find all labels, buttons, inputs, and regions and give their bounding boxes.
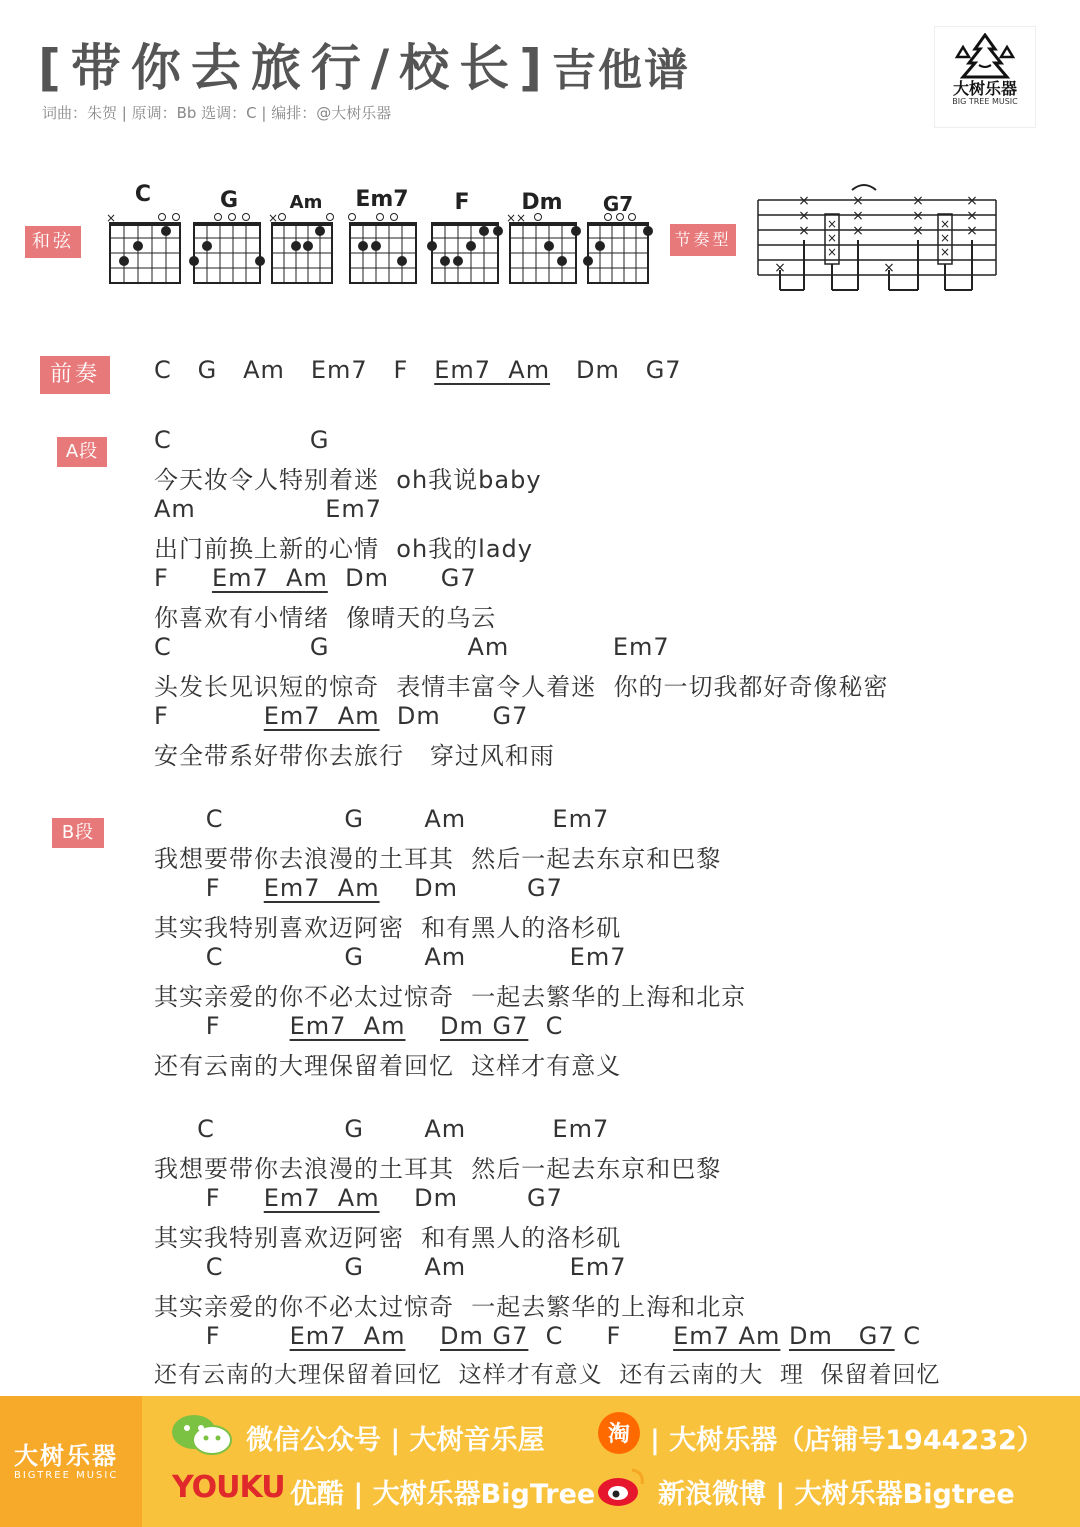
- chord-name-c: C: [134, 182, 152, 207]
- weibo-icon[interactable]: [596, 1462, 648, 1510]
- svg-text:×: ×: [966, 208, 978, 224]
- section-b1-chords-1: C G Am Em7: [154, 805, 610, 833]
- svg-text:×: ×: [826, 231, 838, 245]
- chord-segment: Dm G7: [379, 1184, 563, 1212]
- svg-text:×: ×: [912, 193, 924, 209]
- chord-diagram-am: [268, 211, 334, 283]
- section-b1-lyric-3: 其实亲爱的你不必太过惊奇 一起去繁华的上海和北京: [154, 983, 747, 1011]
- chord-name-dm: Dm: [521, 190, 563, 215]
- section-b2-lyric-1: 我想要带你去浪漫的土耳其 然后一起去东京和巴黎: [154, 1155, 722, 1183]
- svg-text:×: ×: [106, 211, 117, 225]
- footer-banner: [0, 1396, 1080, 1527]
- chord-name-f: F: [454, 190, 470, 215]
- section-a-chords-1: C G: [154, 426, 330, 454]
- chord-segment: C: [528, 1012, 564, 1040]
- section-a-chords-2: Am Em7: [154, 495, 383, 523]
- chord-name-g: G: [219, 188, 239, 213]
- section-b-label: B段: [52, 818, 104, 848]
- svg-text:×: ×: [826, 217, 838, 231]
- intro-chords-underlined: Em7 Am: [434, 356, 551, 384]
- svg-text:×: ×: [939, 217, 951, 231]
- svg-text:×: ×: [852, 193, 864, 209]
- svg-text:×: ×: [912, 223, 924, 239]
- svg-text:×: ×: [966, 223, 978, 239]
- chord-segment: Dm G7: [379, 874, 563, 902]
- chord-segment-underlined: Em7 Am: [263, 874, 380, 902]
- taobao-icon[interactable]: [596, 1410, 642, 1456]
- chord-segment-underlined: Em7 Am: [289, 1322, 406, 1350]
- section-b2-lyric-3: 其实亲爱的你不必太过惊奇 一起去繁华的上海和北京: [154, 1293, 747, 1321]
- chord-segment: F: [154, 702, 264, 730]
- svg-text:×: ×: [826, 245, 838, 259]
- chord-name-am: Am: [289, 192, 323, 213]
- chord-segment: [405, 1012, 440, 1040]
- section-a-lyric-3: 你喜欢有小情绪 像晴天的乌云: [154, 604, 497, 632]
- chord-diagram-f: [427, 223, 503, 283]
- svg-text:×: ×: [966, 193, 978, 209]
- chord-segment: Dm G7: [327, 564, 477, 592]
- svg-text:×: ×: [774, 260, 786, 276]
- youku-logo[interactable]: YOUKU: [172, 1470, 285, 1505]
- section-a-lyric-1: 今天妆令人特别着迷 oh我说baby: [154, 466, 542, 494]
- chord-segment: F: [154, 564, 212, 592]
- svg-text:×: ×: [798, 223, 810, 239]
- taobao-icon-text: 淘: [607, 1422, 631, 1447]
- chord-segment: F: [154, 874, 264, 902]
- svg-text:×: ×: [883, 260, 895, 276]
- chord-diagram-dm: [506, 211, 581, 283]
- section-a-chords-4: C G Am Em7: [154, 633, 670, 661]
- svg-text:××: ××: [506, 211, 527, 225]
- chord-segment-underlined: Em7 Am: [289, 1012, 406, 1040]
- chord-diagrams: [100, 180, 660, 290]
- section-b1-chords-2: [154, 874, 563, 902]
- chord-segment: F: [154, 1184, 264, 1212]
- section-b1-lyric-1: 我想要带你去浪漫的土耳其 然后一起去东京和巴黎: [154, 845, 722, 873]
- intro-chords-pre: C G Am Em7 F: [154, 356, 435, 384]
- chord-segment-underlined: Em7 Am: [211, 564, 328, 592]
- weibo-text[interactable]: 新浪微博 | 大树乐器Bigtree: [658, 1479, 1015, 1510]
- chord-segment-underlined: Em7 Am: [263, 702, 380, 730]
- svg-text:×: ×: [798, 208, 810, 224]
- chord-segment-underlined: Em7 Am: [263, 1184, 380, 1212]
- section-a-chords-3: [154, 564, 477, 592]
- title-suffix: 吉他谱: [551, 45, 690, 96]
- chord-diagram-g: [189, 214, 265, 284]
- wechat-icon[interactable]: [170, 1412, 234, 1456]
- svg-text:×: ×: [798, 193, 810, 209]
- brand-logo: [934, 26, 1036, 128]
- youku-text[interactable]: 优酷 | 大树乐器BigTree: [290, 1479, 596, 1510]
- logo-sub: BIG TREE MUSIC: [952, 97, 1018, 106]
- section-b2-lyric-4: 还有云南的大理保留着回忆 这样才有意义 还有云南的大 理 保留着回忆: [154, 1362, 941, 1388]
- chord-diagram-g7: [583, 214, 653, 284]
- section-b2-chords-1: C G Am Em7: [154, 1115, 610, 1143]
- tree-icon: [949, 33, 1021, 79]
- svg-text:×: ×: [852, 208, 864, 224]
- intro-chords-post: Dm G7: [550, 356, 682, 384]
- chord-segment: F: [154, 1322, 290, 1350]
- chord-segment-underlined: Dm G7: [440, 1012, 529, 1040]
- song-meta: 词曲：朱贺 | 原调：Bb 选调：C | 编排：@大树乐器: [42, 104, 392, 122]
- section-a-lyric-5: 安全带系好带你去旅行 穿过风和雨: [154, 742, 555, 770]
- chord-segment: [780, 1322, 789, 1350]
- svg-text:×: ×: [912, 208, 924, 224]
- logo-name: 大树乐器: [952, 79, 1017, 98]
- section-a-chords-5: [154, 702, 528, 730]
- intro-chords: [154, 356, 682, 384]
- chord-segment: C F: [528, 1322, 674, 1350]
- rhythm-label: 节奏型: [670, 224, 736, 256]
- chord-segment: [405, 1322, 440, 1350]
- section-b1-chords-3: C G Am Em7: [154, 943, 627, 971]
- section-b2-chords-2: [154, 1184, 563, 1212]
- section-b2-chords-4: [154, 1322, 921, 1350]
- svg-text:×: ×: [852, 223, 864, 239]
- wechat-text[interactable]: 微信公众号 | 大树音乐屋: [246, 1425, 545, 1456]
- svg-text:×: ×: [939, 245, 951, 259]
- section-b2-lyric-2: 其实我特别喜欢迈阿密 和有黑人的洛杉矶: [154, 1224, 622, 1252]
- svg-text:×: ×: [268, 211, 279, 225]
- chord-segment-underlined: Em7 Am: [673, 1322, 781, 1350]
- taobao-text[interactable]: | 大树乐器（店铺号1944232）: [650, 1425, 1044, 1456]
- chords-label: 和弦: [25, 226, 81, 258]
- section-b1-chords-4: [154, 1012, 563, 1040]
- section-b2-chords-3: C G Am Em7: [154, 1253, 627, 1281]
- section-b1-lyric-4: 还有云南的大理保留着回忆 这样才有意义: [154, 1052, 622, 1080]
- chord-segment-underlined: Dm G7: [789, 1322, 895, 1350]
- rhythm-pattern: [752, 180, 1002, 296]
- song-title: [带你去旅行/校长]: [38, 39, 552, 97]
- section-a-lyric-2: 出门前换上新的心情 oh我的lady: [154, 535, 533, 563]
- section-a-lyric-4: 头发长见识短的惊奇 表情丰富令人着迷 你的一切我都好奇像秘密: [154, 673, 889, 701]
- svg-text:×: ×: [939, 231, 951, 245]
- chord-name-em7: Em7: [355, 187, 409, 212]
- footer-brand: [0, 1396, 142, 1527]
- section-a-label: A段: [57, 437, 107, 467]
- chord-segment: F: [154, 1012, 290, 1040]
- intro-label: 前奏: [40, 356, 110, 394]
- chord-segment-underlined: Dm G7: [440, 1322, 529, 1350]
- footer-brand-name: 大树乐器: [14, 1442, 118, 1470]
- chord-diagram-c: [106, 211, 180, 283]
- chord-diagram-em7: [349, 214, 417, 284]
- footer-brand-sub: BIGTREE MUSIC: [14, 1470, 119, 1481]
- chord-name-g7: G7: [602, 192, 634, 216]
- chord-segment: C: [894, 1322, 922, 1350]
- section-b1-lyric-2: 其实我特别喜欢迈阿密 和有黑人的洛杉矶: [154, 914, 622, 942]
- chord-segment: Dm G7: [379, 702, 529, 730]
- page-title: [38, 28, 690, 100]
